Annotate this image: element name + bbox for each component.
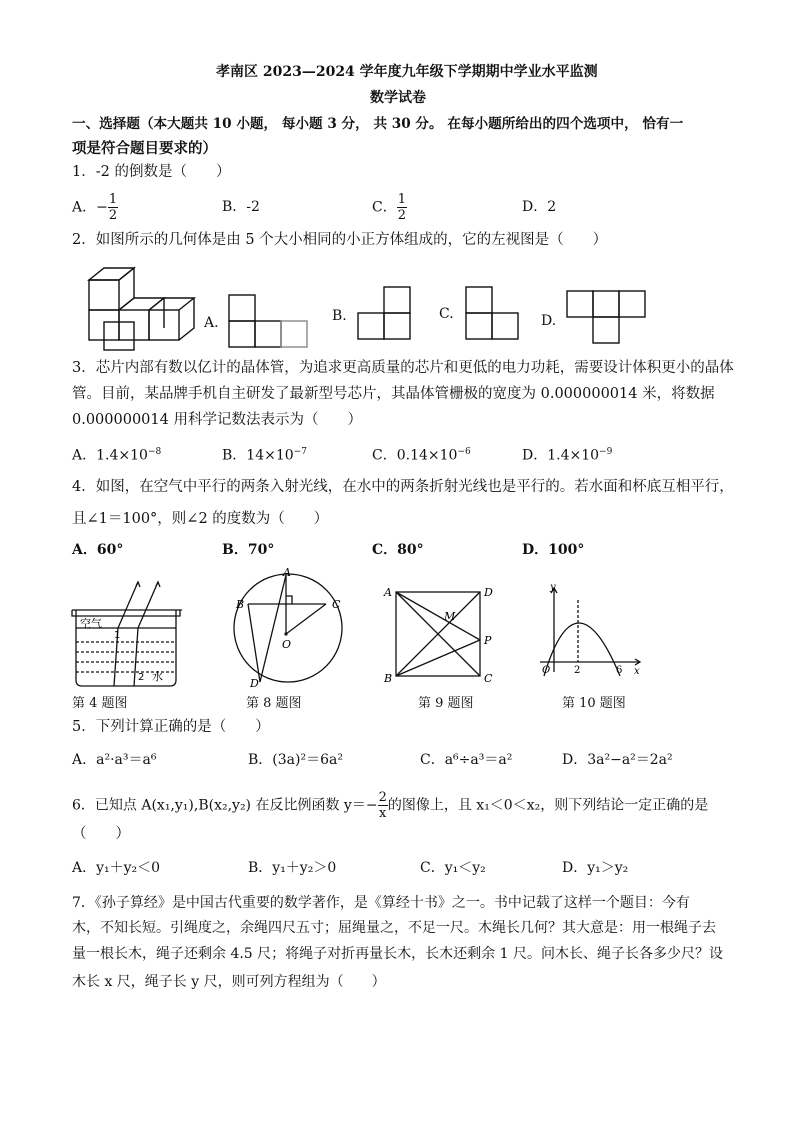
fig10-parabola-graph [536, 580, 646, 680]
fig9-caption: 第 9 题图 [418, 696, 474, 711]
q2-option-c-view [462, 284, 522, 344]
section-heading-line2: 项是符合题目要求的） [72, 140, 217, 157]
q4-option-b: B．70° [222, 542, 275, 558]
fig4-angle1: 1 [114, 630, 121, 641]
q1-option-a: A．− $\frac{1}{2}$ [72, 192, 118, 223]
fig10-x-label: x [634, 666, 640, 677]
fig4-beaker-diagram [70, 580, 190, 690]
q4-option-a: A．60° [72, 542, 124, 558]
q7-line2: 木，不知长短。引绳度之，余绳四尺五寸；屈绳量之，不足一尺。木绳长几何？其大意是：用一根绳子去 [72, 920, 716, 936]
q7-line1: 7．《孙子算经》是中国古代重要的数学著作，是《算经十书》之一。书中记载了这样一个题目：今有 [72, 895, 690, 911]
fig8-label-d: D [250, 677, 259, 690]
q6-line1: 6．已知点 A(x₁,y₁),B(x₂,y₂) 在反比例函数 y＝− $\frac{2}{x}$ 的图像上，且 x₁＜0＜x₂，则下列结论一定正确的是 [72, 790, 709, 821]
q2-option-c-label: C. [439, 306, 454, 322]
fig9-label-b: B [384, 672, 393, 685]
q6-line2: （ ） [72, 826, 130, 842]
q2-option-a-view [226, 292, 312, 350]
q4-option-d: D．100° [522, 542, 585, 558]
fig10-tick-6: 6 [616, 665, 623, 676]
q6-option-a: A．y₁＋y₂＜0 [72, 860, 161, 876]
q6-option-b: B．y₁＋y₂＞0 [248, 860, 337, 876]
q7-line3: 量一根长木，绳子还剩余 4.5 尺；将绳子对折再量长木，长木还剩余 1 尺。问木长、绳子长各多少尺？设 [72, 946, 723, 962]
q7-line4: 木长 x 尺，绳子长 y 尺，则可列方程组为（ ） [72, 974, 386, 990]
section-heading-line1: 一、选择题（本大题共 10 小题， 每小题 3 分， 共 30 分。 在每小题所给出的四个选项中， 恰有一 [72, 116, 684, 132]
exam-title: 孝南区 2023—2024 学年度九年级下学期期中学业水平监测 [216, 64, 598, 80]
fig9-square-diagram [380, 582, 496, 686]
fig8-label-o: O [282, 638, 292, 651]
q5-stem: 5．下列计算正确的是（ ） [72, 719, 270, 735]
fig10-tick-2: 2 [574, 665, 581, 676]
fig9-label-p: P [484, 634, 492, 647]
q2-option-a-label: A. [204, 315, 219, 331]
q1-stem: 1．-2 的倒数是（ ） [72, 164, 231, 180]
fig9-label-c: C [484, 672, 493, 685]
q5-option-c: C．a⁶÷a³＝a² [420, 752, 513, 768]
q2-option-d-label: D. [541, 313, 557, 329]
fig9-label-m: M [444, 610, 456, 623]
fig4-air-label: 空气 [80, 617, 102, 630]
q1-option-d: D．2 [522, 199, 557, 215]
fig10-caption: 第 10 题图 [562, 696, 626, 711]
q2-stem: 2．如图所示的几何体是由 5 个大小相同的小正方体组成的，它的左视图是（ ） [72, 232, 608, 248]
q5-option-b: B．(3a)²＝6a² [248, 752, 343, 768]
q4-line1: 4．如图，在空气中平行的两条入射光线，在水中的两条折射光线也是平行的。若水面和杯底互相平行， [72, 479, 734, 495]
q3-option-c: C．$0.14\times 10^{-6}$ [372, 447, 471, 464]
fig10-origin-label: O [542, 665, 551, 676]
fig10-y-label: y [550, 582, 556, 593]
q1-option-c: C． $\frac{1}{2}$ [372, 192, 406, 223]
q4-line2: 且∠1＝100°，则∠2 的度数为（ ） [72, 511, 329, 527]
q3-option-a: A．$1.4\times 10^{-8}$ [72, 447, 162, 464]
q6-option-d: D．y₁＞y₂ [562, 860, 629, 876]
q2-option-b-label: B. [332, 308, 347, 324]
q6-option-c: C．y₁＜y₂ [420, 860, 486, 876]
q2-option-d-view [564, 288, 648, 348]
fig4-angle2: 2 [138, 672, 145, 683]
fig4-caption: 第 4 题图 [72, 696, 128, 711]
fig8-caption: 第 8 题图 [246, 696, 302, 711]
q1-option-b: B．-2 [222, 199, 260, 215]
fig8-label-c: C [332, 598, 341, 611]
q2-option-b-view [354, 284, 414, 344]
fig9-label-a: A [384, 586, 392, 599]
fig8-label-b: B [236, 598, 245, 611]
fig8-label-a: A [283, 566, 291, 579]
q3-line2: 管。目前，某品牌手机自主研发了最新型号芯片，其晶体管栅极的宽度为 0.000000014 米，将数据 [72, 386, 715, 402]
q3-option-d: D．$1.4\times 10^{-9}$ [522, 447, 613, 464]
q4-option-c: C．80° [372, 542, 424, 558]
fig4-water-label: 水 [152, 670, 163, 683]
q3-line1: 3．芯片内部有数以亿计的晶体管，为追求更高质量的芯片和更低的电力功耗，需要设计体积更小的晶体 [72, 360, 734, 376]
exam-subtitle: 数学试卷 [370, 90, 426, 106]
fig9-label-d: D [484, 586, 493, 599]
q2-solid-figure [76, 262, 196, 352]
q3-option-b: B．$14\times 10^{-7}$ [222, 447, 307, 464]
q3-line3: 0.000000014 用科学记数法表示为（ ） [72, 412, 362, 428]
q5-option-a: A．a²·a³＝a⁶ [72, 752, 157, 768]
q5-option-d: D．3a²−a²＝2a² [562, 752, 673, 768]
fig8-circle-diagram [226, 566, 356, 690]
